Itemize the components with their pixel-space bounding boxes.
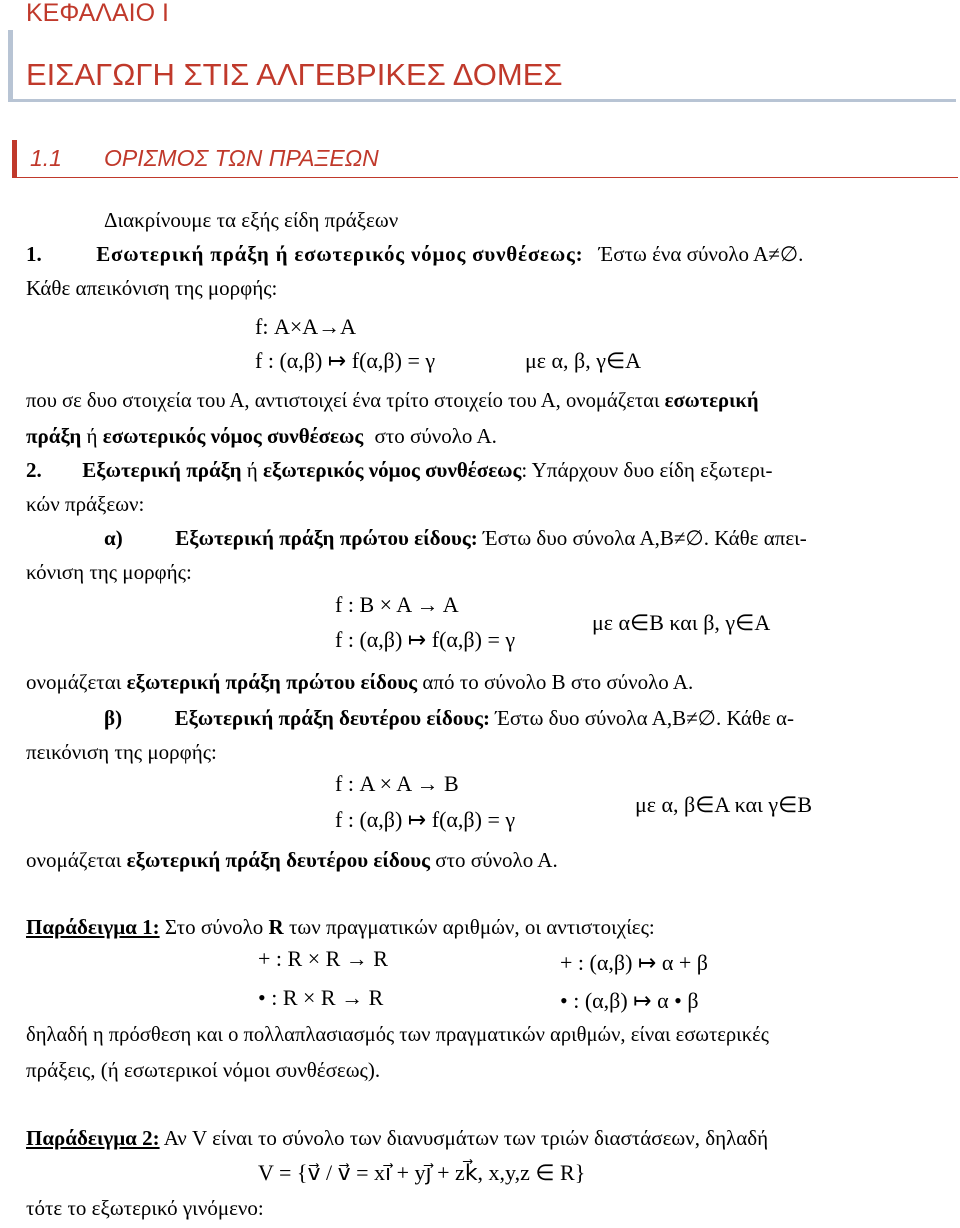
- sub-a-desc-end: από το σύνολο Β στο σύνολο Α.: [422, 670, 694, 694]
- example1-conclusion1: δηλαδή η πρόσθεση και ο πολλαπλασιασμός των πραγματικών αριθμών, είναι εσωτερικές: [26, 1024, 769, 1046]
- example1-intro: [26, 915, 655, 939]
- item2-mid: ή: [246, 458, 258, 482]
- item1-formula1: f: Α×Α→Α: [255, 314, 357, 339]
- sub-b-formula1: f : Α × Α → Β: [335, 771, 459, 796]
- example1-text-a: Στο σύνολο: [164, 915, 264, 939]
- item2-line: [26, 458, 772, 482]
- example1-label: Παράδειγμα 1:: [26, 915, 160, 939]
- example1-f2-right: • : (α,β) ↦ α • β: [560, 988, 699, 1013]
- example2-after: τότε το εξωτερικό γινόμενο:: [26, 1196, 264, 1220]
- item1-desc-line2: [26, 424, 497, 448]
- example1-conclusion2: πράξεις, (ή εσωτερικοί νόμοι συνθέσεως).: [26, 1058, 381, 1082]
- item1-formula2: f : (α,β) ↦ f(α,β) = γ: [255, 348, 436, 373]
- sub-a-line2: κόνιση της μορφής:: [26, 560, 192, 584]
- example1-text-b: των πραγματικών αριθμών, οι αντιστοιχίες:: [288, 915, 655, 939]
- section-number: 1.1: [30, 145, 62, 171]
- item1-line: [26, 242, 803, 266]
- sub-a-line: [104, 526, 807, 550]
- sub-a-desc-start: ονομάζεται: [26, 670, 122, 694]
- sub-a-label: α): [104, 526, 123, 550]
- sub-a-heading: Εξωτερική πράξη πρώτου είδους:: [175, 526, 478, 550]
- item2-text: : Υπάρχουν δυο είδη εξωτερι-: [521, 458, 773, 482]
- sub-a-formula2: f : (α,β) ↦ f(α,β) = γ: [335, 627, 516, 652]
- sub-a-text: Έστω δυο σύνολα Α,Β≠∅. Κάθε απει-: [483, 526, 807, 550]
- sub-a-desc-bold: εξωτερική πράξη πρώτου είδους: [126, 670, 418, 694]
- sub-b-line: [104, 706, 794, 730]
- sub-b-desc-start: ονομάζεται: [26, 848, 122, 872]
- item1-number: 1.: [26, 242, 42, 266]
- item2-heading2: εξωτερικός νόμος συνθέσεως: [262, 458, 522, 482]
- sub-b-heading: Εξωτερική πράξη δευτέρου είδους:: [174, 706, 491, 730]
- item1-line2: Κάθε απεικόνιση της μορφής:: [26, 276, 278, 300]
- page-title: ΕΙΣΑΓΩΓΗ ΣΤΙΣ ΑΛΓΕΒΡΙΚΕΣ ΔΟΜΕΣ: [26, 57, 563, 92]
- example1-text-bold: R: [268, 915, 284, 939]
- example1-f1-right: + : (α,β) ↦ α + β: [560, 950, 708, 975]
- example2-label: Παράδειγμα 2:: [26, 1126, 160, 1150]
- item1-desc-end: στο σύνολο Α.: [374, 424, 497, 448]
- sub-a-condition: με α∈Β και β, γ∈Α: [592, 610, 771, 635]
- sub-b-desc: [26, 848, 558, 872]
- sub-b-label: β): [104, 706, 123, 730]
- sub-b-line2: πεικόνιση της μορφής:: [26, 740, 217, 764]
- sub-a-desc: [26, 670, 693, 694]
- section-title: ΟΡΙΣΜΟΣ ΤΩΝ ΠΡΑΞΕΩΝ: [104, 145, 379, 171]
- example2-text: Αν V είναι το σύνολο των διανυσμάτων των τριών διαστάσεων, δηλαδή: [163, 1126, 769, 1150]
- item1-desc-bold3: εσωτερικός νόμος συνθέσεως: [102, 424, 364, 448]
- item1-text: Έστω ένα σύνολο Α≠∅.: [598, 242, 804, 266]
- item1-heading: Εσωτερική πράξη ή εσωτερικός νόμος συνθέσεως:: [96, 242, 584, 266]
- sub-b-text: Έστω δυο σύνολα Α,Β≠∅. Κάθε α-: [495, 706, 794, 730]
- example1-f2-left: • : R × R → R: [258, 985, 384, 1010]
- chapter-label: ΚΕΦΑΛΑΙΟ Ι: [26, 0, 169, 27]
- example2-formula: V = {v⃗ / v⃗ = xi⃗ + yj⃗ + zk⃗, x,y,z ∈ R}: [258, 1160, 586, 1185]
- sub-b-formula2: f : (α,β) ↦ f(α,β) = γ: [335, 807, 516, 832]
- item2-number: 2.: [26, 458, 42, 482]
- item1-desc-bold2: πράξη: [26, 424, 82, 448]
- example2-intro: [26, 1126, 768, 1150]
- item1-desc-line1: [26, 390, 759, 414]
- item1-desc-part1: που σε δυο στοιχεία του Α, αντιστοιχεί ένα τρίτο στοιχείο του Α, ονομάζεται: [26, 390, 660, 412]
- item2-heading1: Εξωτερική πράξη: [82, 458, 242, 482]
- sub-a-formula1: f : Β × Α → Α: [335, 592, 459, 617]
- item1-condition: με α, β, γ∈Α: [525, 348, 642, 373]
- sub-b-desc-end: στο σύνολο Α.: [435, 848, 558, 872]
- sub-b-condition: με α, β∈Α και γ∈Β: [635, 792, 812, 817]
- item2-line2: κών πράξεων:: [26, 492, 145, 516]
- item1-desc-bold1: εσωτερική: [664, 390, 759, 412]
- example1-f1-left: + : R × R → R: [258, 946, 388, 971]
- sub-b-desc-bold: εξωτερική πράξη δευτέρου είδους: [126, 848, 431, 872]
- intro-text: Διακρίνουμε τα εξής είδη πράξεων: [104, 208, 399, 232]
- item1-desc-mid: ή: [86, 424, 98, 448]
